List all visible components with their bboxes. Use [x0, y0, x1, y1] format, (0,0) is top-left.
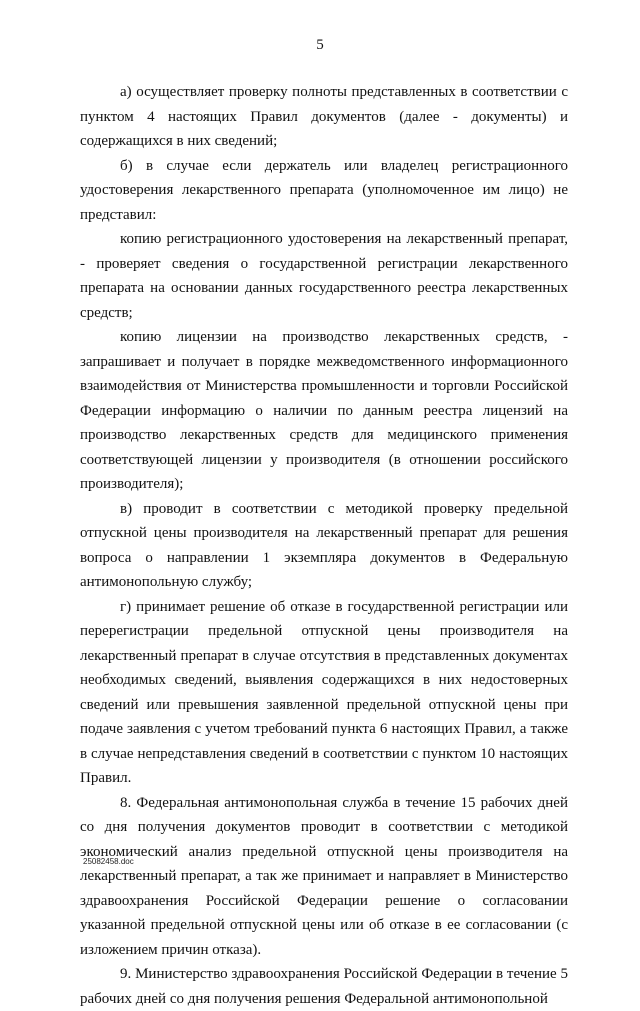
page-number: 5 [316, 37, 324, 53]
paragraph-9: 9. Министерство здравоохранения Российской Федерации в течение 5 рабочих дней со дня получения решения Федеральной антимонопольной [80, 966, 568, 1007]
paragraph-v: в) проводит в соответствии с методикой проверку предельной отпускной цены производителя на лекарственный препарат для решения вопроса о направлении 1 экземпляра документов в Федеральную антимонопольную службу; [80, 500, 568, 590]
paragraph-a: а) осуществляет проверку полноты представленных в соответствии с пунктом 4 настоящих Правил документов (далее - документы) и содержащихся в них сведений; [80, 84, 568, 149]
paragraph-8: 8. Федеральная антимонопольная служба в течение 15 рабочих дней со дня получения документов проводит в соответствии с методикой экономический анализ предельной отпускной цены производителя на лекарственный препарат, а так же принимает и направляет в Министерство здравоохранения Российской Федерации решение о согласовании указанной предельной отпускной цены или об отказе в ее согласовании (с изложением причин отказа). [80, 794, 568, 958]
document-body [80, 80, 568, 1011]
paragraph-g: г) принимает решение об отказе в государственной регистрации или перерегистрации предельной отпускной цены производителя на лекарственный препарат в случае отсутствия в представленных документах необходимых сведений, выявления содержащихся в них недостоверных сведений или превышения заявленной предельной отпускной цены при подаче заявления с учетом требований пункта 6 настоящих Правил, а также в случае непредставления сведений в соответствии с пунктом 10 настоящих Правил. [80, 598, 568, 786]
paragraph-b-registration-copy: копию регистрационного удостоверения на лекарственный препарат, - проверяет сведения о государственной регистрации лекарственного препарата на основании данных государственного реестра лекарственных средств; [80, 231, 568, 321]
paragraph-b-license-copy: копию лицензии на производство лекарственных средств, - запрашивает и получает в порядке межведомственного информационного взаимодействия от Министерства промышленности и торговли Российской Федерации информацию о наличии по данным реестра лицензий на производство лекарственных средств для медицинского применения соответствующей лицензии у производителя (в отношении российского производителя); [80, 329, 568, 492]
paragraph-b: б) в случае если держатель или владелец регистрационного удостоверения лекарственного препарата (уполномоченное им лицо) не представил: [80, 157, 568, 223]
file-name-footer: 25082458.doc [83, 857, 134, 866]
